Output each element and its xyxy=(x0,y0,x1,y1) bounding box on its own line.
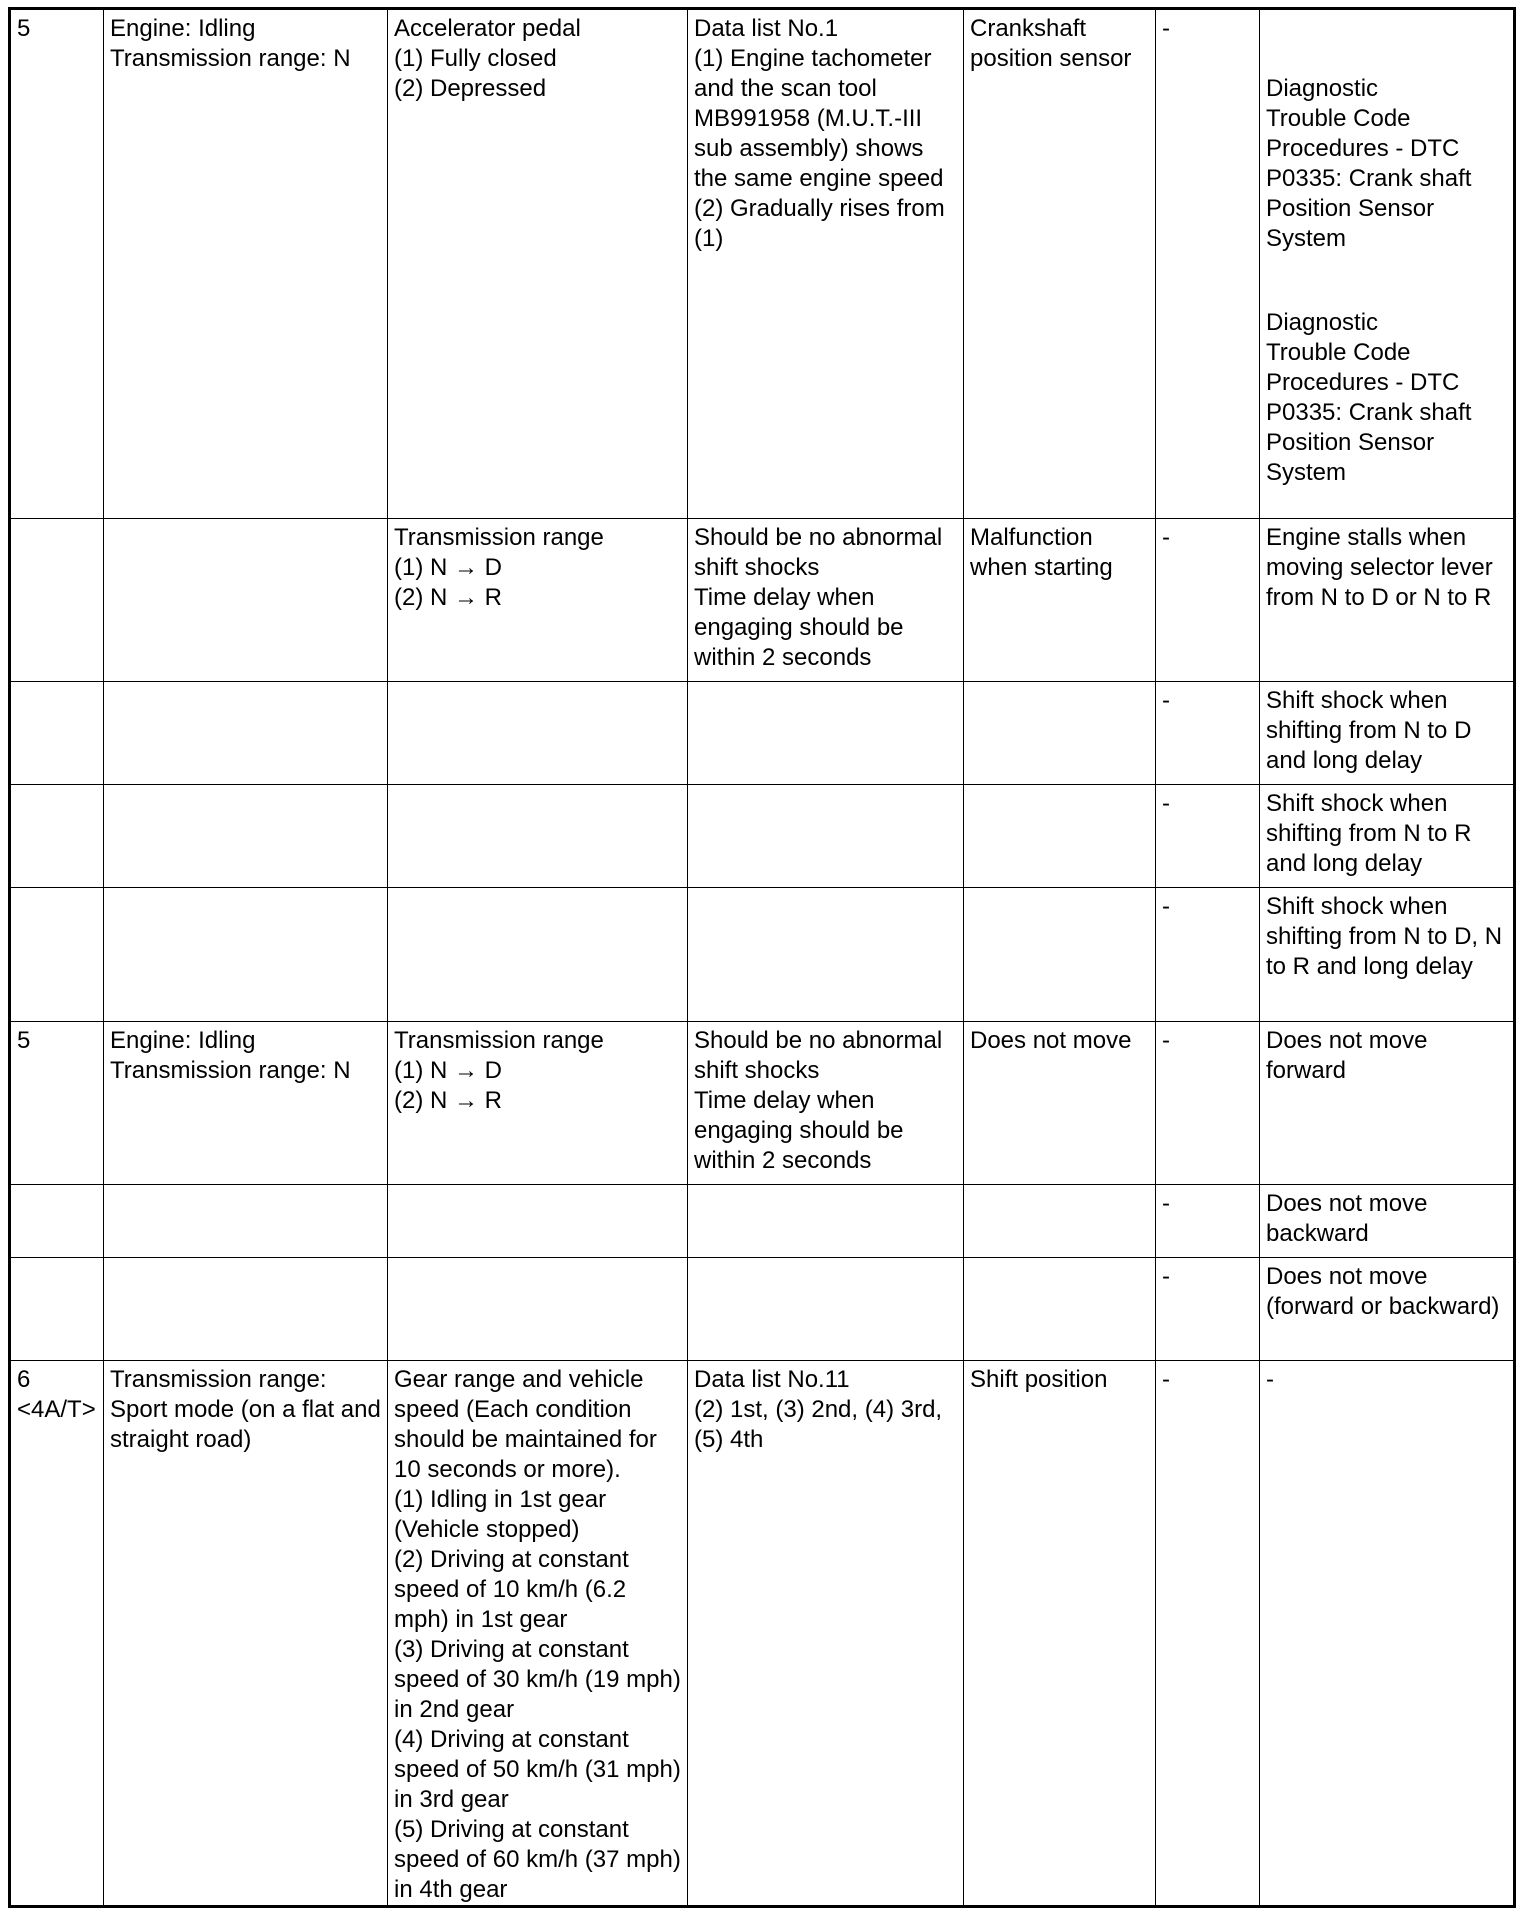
item-no-cell xyxy=(10,1185,104,1258)
check-item-cell xyxy=(964,682,1156,785)
check-item-cell xyxy=(964,1258,1156,1361)
operation-cell xyxy=(388,1258,688,1361)
normal-condition-cell xyxy=(688,1258,964,1361)
normal-condition-cell xyxy=(688,682,964,785)
item-no-cell: 5 xyxy=(10,9,104,519)
item-no-cell xyxy=(10,682,104,785)
reference-cell: Shift shock when shifting from N to D, N to R and long delay xyxy=(1260,888,1515,1022)
operation-cell xyxy=(388,888,688,1022)
check-condition-cell xyxy=(104,1258,388,1361)
check-item-cell: Crankshaft position sensor xyxy=(964,9,1156,519)
operation-cell: Transmission range (1) N → D (2) N → R xyxy=(388,519,688,682)
check-item-cell xyxy=(964,888,1156,1022)
reference-cell: Does not move backward xyxy=(1260,1185,1515,1258)
table-row xyxy=(10,1022,1515,1185)
table-row xyxy=(10,888,1515,1022)
check-condition-cell xyxy=(104,682,388,785)
check-condition-cell xyxy=(104,519,388,682)
table-row xyxy=(10,785,1515,888)
item-no-cell xyxy=(10,888,104,1022)
reference-cell: Shift shock when shifting from N to R and long delay xyxy=(1260,785,1515,888)
normal-condition-cell: Should be no abnormal shift shocks Time delay when engaging should be within 2 seconds xyxy=(688,519,964,682)
check-condition-cell: Transmission range: Sport mode (on a flat and straight road) xyxy=(104,1361,388,1907)
table-row xyxy=(10,682,1515,785)
operation-cell xyxy=(388,682,688,785)
diagnosis-code-cell: - xyxy=(1156,888,1260,1022)
diagnosis-code-cell: - xyxy=(1156,1185,1260,1258)
operation-cell xyxy=(388,785,688,888)
check-item-cell: Does not move xyxy=(964,1022,1156,1185)
reference-cell: Does not move forward xyxy=(1260,1022,1515,1185)
item-no-cell xyxy=(10,785,104,888)
inspection-procedure-table xyxy=(8,7,1516,1908)
item-no-cell: 6 <4A/T> xyxy=(10,1361,104,1907)
reference-cell: - xyxy=(1260,1361,1515,1907)
check-item-cell xyxy=(964,1185,1156,1258)
table-row xyxy=(10,1258,1515,1361)
check-item-cell: Malfunction when starting xyxy=(964,519,1156,682)
check-item-cell: Shift position xyxy=(964,1361,1156,1907)
diagnosis-code-cell: - xyxy=(1156,682,1260,785)
reference-cell: Shift shock when shifting from N to D and long delay xyxy=(1260,682,1515,785)
check-condition-cell xyxy=(104,1185,388,1258)
operation-cell: Accelerator pedal (1) Fully closed (2) Depressed xyxy=(388,9,688,519)
diagnosis-code-cell: - xyxy=(1156,1258,1260,1361)
diagnosis-code-cell: - xyxy=(1156,785,1260,888)
check-condition-cell: Engine: Idling Transmission range: N xyxy=(104,1022,388,1185)
diagnosis-code-cell: - xyxy=(1156,1022,1260,1185)
check-item-cell xyxy=(964,785,1156,888)
table-row xyxy=(10,9,1515,519)
normal-condition-cell xyxy=(688,1185,964,1258)
check-condition-cell xyxy=(104,785,388,888)
table-row xyxy=(10,1185,1515,1258)
normal-condition-cell: Data list No.11 (2) 1st, (3) 2nd, (4) 3rd, (5) 4th xyxy=(688,1361,964,1907)
check-condition-cell xyxy=(104,888,388,1022)
reference-cell xyxy=(1260,9,1515,519)
table-row xyxy=(10,1361,1515,1907)
reference-cell: Engine stalls when moving selector lever from N to D or N to R xyxy=(1260,519,1515,682)
normal-condition-cell xyxy=(688,785,964,888)
diagnosis-code-cell: - xyxy=(1156,1361,1260,1907)
operation-cell: Gear range and vehicle speed (Each condition should be maintained for 10 seconds or more). (1) Idling in 1st gear (Vehicle stopped) (2) Driving at constant speed of 10 km/h (6.2 mph) in 1st gear (3) Driving at constant speed of 30 km/h (19 mph) in 2nd gear (4) Driving at constant speed of 50 km/h (31 mph) in 3rd gear (5) Driving at constant speed of 60 km/h (37 mph) in 4th gear xyxy=(388,1361,688,1907)
table-row xyxy=(10,519,1515,682)
normal-condition-cell: Data list No.1 (1) Engine tachometer and the scan tool MB991958 (M.U.T.-III sub assembly) shows the same engine speed (2) Gradually rises from (1) xyxy=(688,9,964,519)
reference-link[interactable]: Diagnostic Trouble Code Procedures - DTC P0335: Crank shaft Position Sensor System xyxy=(1266,309,1472,486)
reference-link[interactable]: Diagnostic Trouble Code Procedures - DTC P0335: Crank shaft Position Sensor System xyxy=(1266,75,1472,252)
normal-condition-cell: Should be no abnormal shift shocks Time delay when engaging should be within 2 seconds xyxy=(688,1022,964,1185)
operation-cell xyxy=(388,1185,688,1258)
item-no-cell xyxy=(10,519,104,682)
item-no-cell: 5 xyxy=(10,1022,104,1185)
diagnosis-code-cell: - xyxy=(1156,9,1260,519)
diagnosis-code-cell: - xyxy=(1156,519,1260,682)
check-condition-cell: Engine: Idling Transmission range: N xyxy=(104,9,388,519)
operation-cell: Transmission range (1) N → D (2) N → R xyxy=(388,1022,688,1185)
item-no-cell xyxy=(10,1258,104,1361)
normal-condition-cell xyxy=(688,888,964,1022)
reference-cell: Does not move (forward or backward) xyxy=(1260,1258,1515,1361)
